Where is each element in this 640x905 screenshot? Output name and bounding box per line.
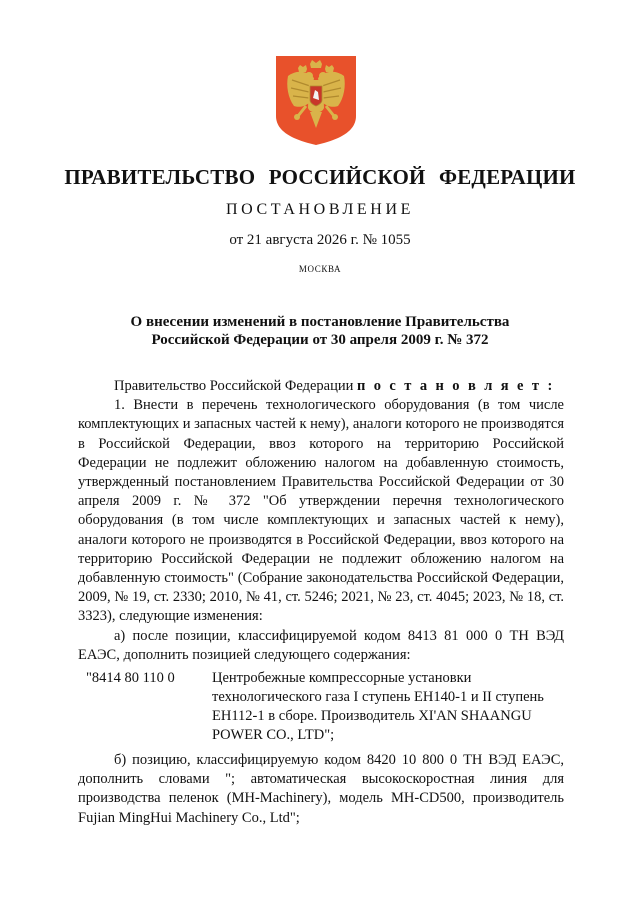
position-code: "8414 80 110 0: [86, 670, 175, 687]
intro-paragraph: [78, 377, 564, 396]
title-word: ФЕДЕРАЦИИ: [438, 165, 576, 189]
paragraph-b: б) позицию, классифицируемую кодом 8420 10 800 0 ТН ВЭД ЕАЭС, дополнить словами "; автоматическая высокоскоростная линия для производства пеленок (MH-Machinery), модель MH-CD500, производитель Fujian MingHui Machinery Co., Ltd";: [78, 752, 564, 826]
document-body: [78, 377, 564, 828]
title-word: РОССИЙСКОЙ: [268, 165, 426, 189]
intro-prefix: Правительство Российской Федерации: [114, 378, 357, 394]
document-city: МОСКВА: [298, 264, 342, 274]
document-heading: [80, 313, 560, 349]
paragraph-a: а) после позиции, классифицируемой кодом 8413 81 000 0 ТН ВЭД ЕАЭС, дополнить позицией следующего содержания:: [78, 627, 564, 663]
russian-coat-of-arms-icon: [276, 56, 356, 145]
document-type: ПОСТАНОВЛЕНИЕ: [226, 201, 414, 218]
title-word: ПРАВИТЕЛЬСТВО: [64, 165, 256, 189]
decree-word: п о с т а н о в л я е т :: [356, 378, 555, 394]
document-date-number: от 21 августа 2026 г. № 1055: [229, 232, 411, 248]
government-title: [0, 165, 640, 190]
position-entry: [86, 669, 564, 745]
paragraph-1: 1. Внести в перечень технологического оборудования (в том числе комплектующих и запасных частей к нему), аналоги которого не производятся в Российской Федерации, ввоз которого на территорию Российской Федерации не подлежит обложению налогом на добавленную стоимость, утвержденный постановлением Правительства Российской Федерации от 30 апреля 2009 г. № 372 "Об утверждении перечня технологического оборудования (в том числе комплектующих и запасных частей к нему), аналоги которого не производятся в Российской Федерации, ввоз которого на территорию Российской Федерации не подлежит обложению налогом на добавленную стоимость" (Собрание законодательства Российской Федерации, 2009, № 19, ст. 2330; 2010, № 41, ст. 5246; 2021, № 23, ст. 4045; 2023, № 18, ст. 3323), следующие изменения:: [78, 397, 564, 625]
heading-line: Российской Федерации от 30 апреля 2009 г. № 372: [151, 332, 489, 348]
heading-line: О внесении изменений в постановление Правительства: [130, 314, 510, 330]
position-description: Центробежные компрессорные установки технологического газа I ступень ЕН140-1 и II ступень ЕН112-1 в сборе. Производитель XI'AN SHAANGU POWER CO., LTD";: [212, 670, 544, 744]
